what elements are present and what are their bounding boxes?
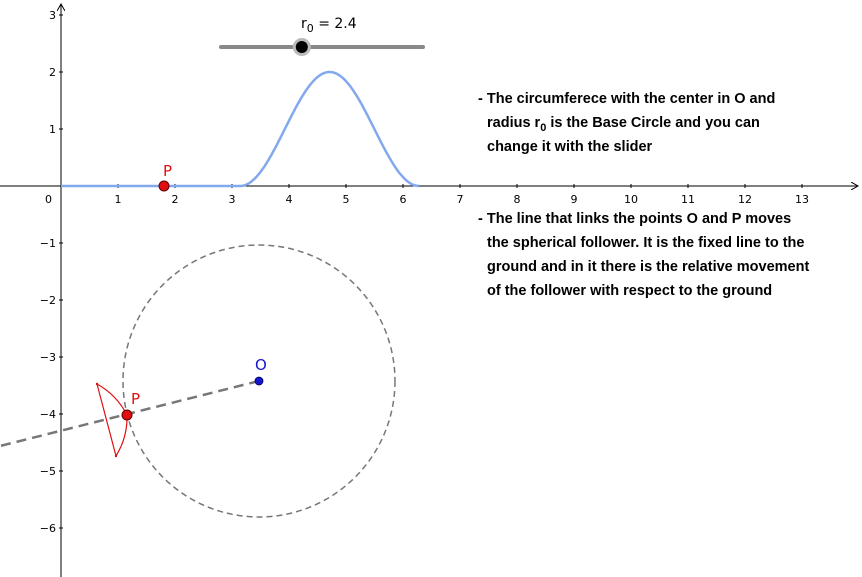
note2-line4: of the follower with respect to the ground <box>487 283 773 299</box>
slider-label <box>301 16 357 35</box>
y-axis-ticks <box>40 9 63 535</box>
y-tick-label: −6 <box>39 522 56 535</box>
note-base-circle <box>478 87 775 159</box>
note1-line2-post: is the Base Circle and you can <box>546 115 760 131</box>
x-tick-label: 13 <box>795 193 809 206</box>
slider-var-sub: 0 <box>306 21 314 35</box>
slider-value: = 2.4 <box>313 16 357 32</box>
y-tick-label: −1 <box>39 237 56 250</box>
x-tick-label: 10 <box>624 193 638 206</box>
x-tick-label: 11 <box>681 193 695 206</box>
follower-vertex-bottom <box>115 455 117 457</box>
x-tick-label: 12 <box>738 193 752 206</box>
y-tick-label: 2 <box>49 66 56 79</box>
y-tick-label: 1 <box>49 123 56 136</box>
point-o-label: O <box>255 356 267 374</box>
x-tick-label: 8 <box>513 193 521 206</box>
x-tick-label: 6 <box>399 193 407 206</box>
y-tick-label: 3 <box>49 9 56 22</box>
x-tick-label: 4 <box>285 193 293 206</box>
note1-line2-sub: 0 <box>540 121 547 134</box>
note1-line3: change it with the slider <box>487 139 653 155</box>
x-axis-ticks <box>115 184 810 206</box>
x-tick-label: 9 <box>570 193 578 206</box>
point-o[interactable] <box>255 377 263 385</box>
displacement-curve <box>61 72 419 186</box>
point-p-follower[interactable] <box>122 410 132 420</box>
y-tick-label: −4 <box>39 408 56 421</box>
note2-line3: ground and in it there is the relative movement <box>487 259 810 275</box>
note1-line2 <box>478 111 775 135</box>
origin-label: 0 <box>45 193 52 206</box>
point-p-follower-label: P <box>131 390 141 408</box>
slider-var: r <box>301 16 307 32</box>
note1-line2-pre: radius r <box>487 115 541 131</box>
x-tick-label: 1 <box>114 193 122 206</box>
x-tick-label: 7 <box>456 193 464 206</box>
note2-line2: the spherical follower. It is the fixed line to the <box>487 235 805 251</box>
x-tick-label: 3 <box>228 193 236 206</box>
y-tick-label: −3 <box>39 351 56 364</box>
point-p-graph-label: P <box>163 162 173 180</box>
follower-vertex-top <box>96 383 98 385</box>
slider-handle[interactable] <box>296 41 308 53</box>
y-tick-label: −2 <box>39 294 56 307</box>
note2-line1: - The line that links the points O and P moves <box>478 211 792 227</box>
point-p-graph[interactable] <box>159 181 169 191</box>
y-tick-label: −5 <box>39 465 56 478</box>
x-tick-label: 5 <box>342 193 350 206</box>
note1-line1: - The circumferece with the center in O and <box>478 91 776 107</box>
x-tick-label: 2 <box>171 193 179 206</box>
note-fixed-line <box>478 207 809 303</box>
